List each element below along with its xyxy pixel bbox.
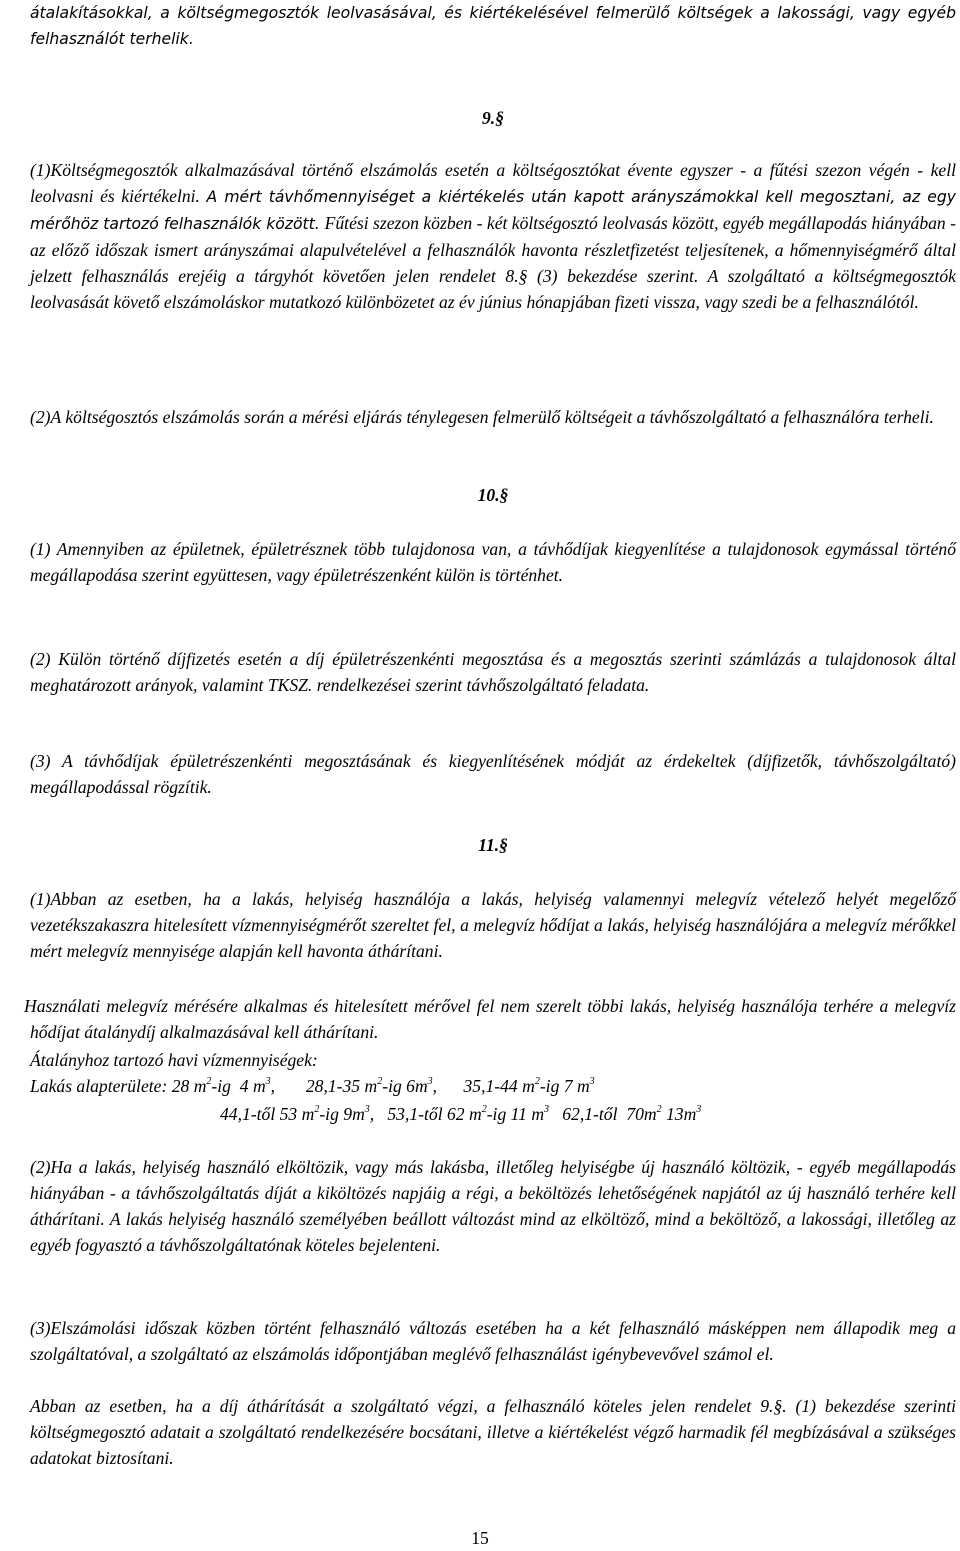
separator: , <box>369 1104 388 1124</box>
section-9-paragraph-1 <box>30 157 956 315</box>
section-11-paragraph-1: (1)Abban az esetben, ha a lakás, helyiség használója a lakás, helyiség valamennyi melegvíz vételező helyét megelőző vezetékszakaszra hitelesített vízmennyiségmérőt szereltet fel, a melegvíz hődíjat a lakás, helyiség használójára a melegvíz mérőkkel mért melegvíz mennyisége alapján kell havonta áthárítani. <box>30 889 956 961</box>
separator: , <box>270 1076 306 1096</box>
s9-p1-part-d: A szolgáltató a költségmegosztók leolvasását követő elszámoláskor mutatkozó különbözetet az év június hónapjában fizeti vissza, vagy szedi be a felhasználótól. <box>30 266 956 312</box>
section-11-paragraph-3-continued: Abban az esetben, ha a díj áthárítását a szolgáltató végzi, a felhasználó köteles jelen rendelet 9.§. (1) bekezdése szerinti költségmegosztó adatait a szolgáltató rendelkezésére bocsátani, illetve a kiértékelést végző harmadik fél megbízásával a szükséges adatokat biztosítani. <box>30 1396 956 1468</box>
section-9-paragraph-2: (2)A költségosztós elszámolás során a mérési eljárás ténylegesen felmerülő költségeit a távhőszolgáltató a felhasználóra terheli. <box>30 407 934 427</box>
superscript: 2 <box>314 1104 320 1116</box>
flat-rate-volume: 13m <box>661 1104 697 1124</box>
superscript: 3 <box>696 1104 702 1116</box>
flat-rate-prefix: Lakás alapterülete: <box>30 1076 172 1096</box>
superscript: 3 <box>427 1076 433 1088</box>
superscript: 2 <box>377 1076 383 1088</box>
flat-rate-area: 53,1-től 62 m <box>387 1104 482 1124</box>
intro-paragraph: átalakításokkal, a költségmegosztók leolvasásával, és kiértékelésével felmerülő költségek a lakossági, vagy egyéb felhasználót terhelik. <box>30 4 956 48</box>
superscript: 3 <box>544 1104 550 1116</box>
flat-rate-volume: -ig 4 m <box>211 1076 266 1096</box>
flat-rate-table-title: Átalányhoz tartozó havi vízmennyiségek: <box>30 1050 318 1070</box>
superscript: 2 <box>481 1104 487 1116</box>
flat-rate-area: 62,1-től 70m <box>562 1104 657 1124</box>
superscript: 2 <box>206 1076 212 1088</box>
flat-rate-area: 28 m <box>171 1076 207 1096</box>
flat-rate-row-2 <box>220 1101 701 1127</box>
section-11-paragraph-3: (3)Elszámolási időszak közben történt felhasználó változás esetében ha a két felhasználó másképpen nem állapodik meg a szolgáltatóval, a szolgáltató az elszámolás időpontjában meglévő felhasználást igénybevevővel számol el. <box>30 1318 956 1364</box>
flat-rate-volume: -ig 9m <box>319 1104 365 1124</box>
superscript: 3 <box>364 1104 370 1116</box>
flat-rate-volume: -ig 6m <box>382 1076 428 1096</box>
section-10-paragraph-2: (2) Külön történő díjfizetés esetén a díj épületrészenkénti megosztása és a megosztás szerinti számlázás a tulajdonosok által meghatározott arányok, valamint TKSZ. rendelkezései szerint távhőszolgáltató feladata. <box>30 649 956 695</box>
flat-rate-area: 35,1-44 m <box>463 1076 535 1096</box>
flat-rate-volume: -ig 7 m <box>539 1076 590 1096</box>
s9-p1-part-b: A mért távhőmennyiséget a kiértékelés után kapott arányszámokkal kell megosztani, az egy mérőhöz tartozó felhasználók között. <box>30 188 956 233</box>
flat-rate-volume: -ig 11 m <box>486 1104 545 1124</box>
flat-rate-area: 28,1-35 m <box>305 1076 378 1096</box>
section-10-paragraph-3: (3) A távhődíjak épületrészenkénti megosztásának és kiegyenlítésének módját az érdekeltek (díjfizetők, távhőszolgáltató) megállapodással rögzítik. <box>30 751 956 797</box>
section-11-paragraph-1-continued: Használati melegvíz mérésére alkalmas és hitelesített mérővel fel nem szerelt többi lakás, helyiség használója terhére a melegvíz hődíjat átalánydíj alkalmazásával kell áthárítani. <box>24 996 956 1042</box>
section-11-heading: 11.§ <box>478 835 508 855</box>
section-10-heading: 10.§ <box>477 485 509 505</box>
flat-rate-row-1 <box>30 1073 595 1099</box>
separator <box>549 1104 562 1124</box>
section-10-paragraph-1: (1) Amennyiben az épületnek, épületrésznek több tulajdonosa van, a távhődíjak kiegyenlítése a tulajdonosok egymással történő megállapodása szerint együttesen, vagy épületrészenként külön is történhet. <box>30 539 956 585</box>
separator: , <box>432 1076 464 1096</box>
superscript: 3 <box>589 1076 595 1088</box>
s9-p1-part-a: (1)Költségmegosztók alkalmazásával történő elszámolás esetén a költségosztókat évente egyszer - a fűtési szezon végén - kell leolvasni és kiértékelni. <box>30 160 956 206</box>
superscript: 2 <box>656 1104 662 1116</box>
superscript: 2 <box>534 1076 540 1088</box>
page-number: 15 <box>471 1528 489 1548</box>
section-11-paragraph-2: (2)Ha a lakás, helyiség használó elköltözik, vagy más lakásba, illetőleg helyiségbe új használó költözik, - egyéb megállapodás hiányában - a távhőszolgáltatás díját a kiköltözés napjáig a régi, a beköltözés lehetőségének napjától az új használó terhére kell áthárítani. A lakás helyiség használó személyében beállott változást mind az elköltöző, mind a beköltöző, a lakossági, illetőleg az egyéb fogyasztó a távhőszolgáltatónak köteles bejelenteni. <box>30 1157 956 1255</box>
flat-rate-area: 44,1-től 53 m <box>220 1104 315 1124</box>
superscript: 3 <box>265 1076 271 1088</box>
s9-p1-part-c: Fűtési szezon közben - két költségosztó leolvasás között, egyéb megállapodás hiányában - az előző időszak ismert arányszámai alapulvételével a felhasználók havonta részletfizetést teljesítenek, a hőmennyiségmérő által jelzett felhasználás erejéig a tárgyhót követően jelen rendelet 8.§ (3) bekezdése szerint. <box>30 213 956 286</box>
section-9-heading: 9.§ <box>482 108 504 128</box>
